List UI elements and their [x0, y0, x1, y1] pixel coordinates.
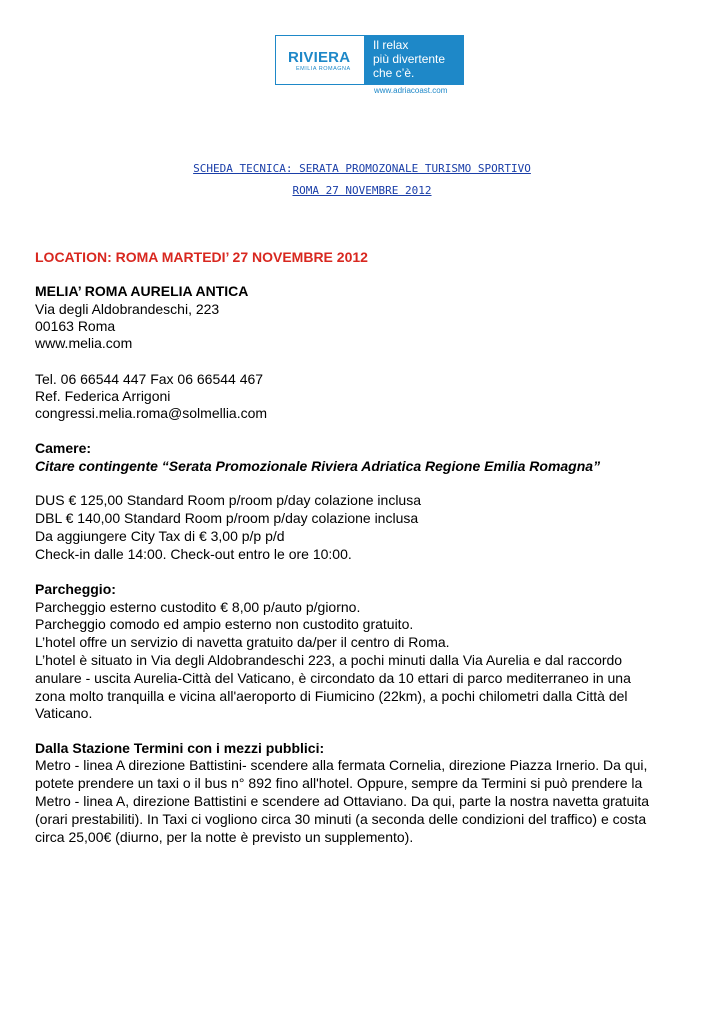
logo-url: www.adriacoast.com	[374, 86, 448, 95]
camere-line: Da aggiungere City Tax di € 3,00 p/p p/d	[35, 528, 285, 544]
parcheggio-line: Parcheggio esterno custodito € 8,00 p/auto p/giorno.	[35, 599, 361, 615]
logo-slogan	[373, 38, 445, 80]
hotel-name: MELIA’ ROMA AURELIA ANTICA	[35, 283, 249, 299]
camere-line: DBL € 140,00 Standard Room p/room p/day colazione inclusa	[35, 510, 419, 526]
parcheggio-line: L’hotel offre un servizio di navetta gratuito da/per il centro di Roma.	[35, 634, 450, 650]
parcheggio-line: anulare - uscita Aurelia-Città del Vaticano, è circondato da 10 ettari di parco mediterraneo in una	[35, 670, 631, 686]
riviera-logo	[275, 35, 464, 85]
parcheggio-heading: Parcheggio:	[35, 581, 116, 597]
stazione-line: Metro - linea A direzione Battistini- scendere alla fermata Cornelia, direzione Piazza Irnerio. Da qui,	[35, 757, 648, 773]
document-title: SCHEDA TECNICA: SERATA PROMOZONALE TURISMO SPORTIVO	[193, 162, 531, 175]
parcheggio-line: Parcheggio comodo ed ampio esterno non custodito gratuito.	[35, 616, 414, 632]
logo-slogan-line: Il relax	[373, 38, 409, 52]
camere-line: DUS € 125,00 Standard Room p/room p/day colazione inclusa	[35, 492, 421, 508]
logo-slogan-box	[365, 35, 464, 85]
hotel-ref: Ref. Federica Arrigoni	[35, 388, 171, 404]
hotel-city: 00163 Roma	[35, 318, 116, 334]
parcheggio-line: zona molto tranquilla e vicina all'aeroporto di Fiumicino (22km), a pochi chilometri dalla Città del	[35, 688, 628, 704]
parcheggio-line: Vaticano.	[35, 705, 93, 721]
camere-quote: Citare contingente “Serata Promozionale Riviera Adriatica Regione Emilia Romagna”	[35, 458, 601, 474]
stazione-heading: Dalla Stazione Termini con i mezzi pubblici:	[35, 740, 325, 756]
logo-slogan-line: che c’è.	[373, 66, 415, 80]
document-subtitle: ROMA 27 NOVEMBRE 2012	[292, 184, 432, 197]
hotel-website: www.melia.com	[35, 335, 133, 351]
logo-brand-text: RIVIERA	[288, 49, 351, 66]
stazione-line: Metro - linea A, direzione Battistini e scendere ad Ottaviano. Da qui, parte la nostra navetta gratuita	[35, 793, 650, 809]
parcheggio-line: L’hotel è situato in Via degli Aldobrandeschi 223, a pochi minuti dalla Via Aurelia e dal raccordo	[35, 652, 623, 668]
logo-brand-box	[275, 35, 365, 85]
location-heading: LOCATION: ROMA MARTEDI’ 27 NOVEMBRE 2012	[35, 249, 368, 265]
camere-heading: Camere:	[35, 440, 92, 456]
logo-slogan-line: più divertente	[373, 52, 446, 66]
hotel-email: congressi.melia.roma@solmellia.com	[35, 405, 268, 421]
stazione-line: potete prendere un taxi o il bus n° 892 fino all'hotel. Oppure, sempre da Termini si può prendere la	[35, 775, 643, 791]
camere-line: Check-in dalle 14:00. Check-out entro le ore 10:00.	[35, 546, 352, 562]
hotel-address: Via degli Aldobrandeschi, 223	[35, 301, 220, 317]
stazione-line: (orari prestabiliti). In Taxi ci vogliono circa 30 minuti (a seconda delle condizioni del traffico) e costa	[35, 811, 647, 827]
logo-sub-text: EMILIA ROMAGNA	[296, 66, 351, 72]
stazione-line: circa 25,00€ (diurno, per la notte è previsto un supplemento).	[35, 829, 414, 845]
hotel-phone: Tel. 06 66544 447 Fax 06 66544 467	[35, 371, 264, 387]
